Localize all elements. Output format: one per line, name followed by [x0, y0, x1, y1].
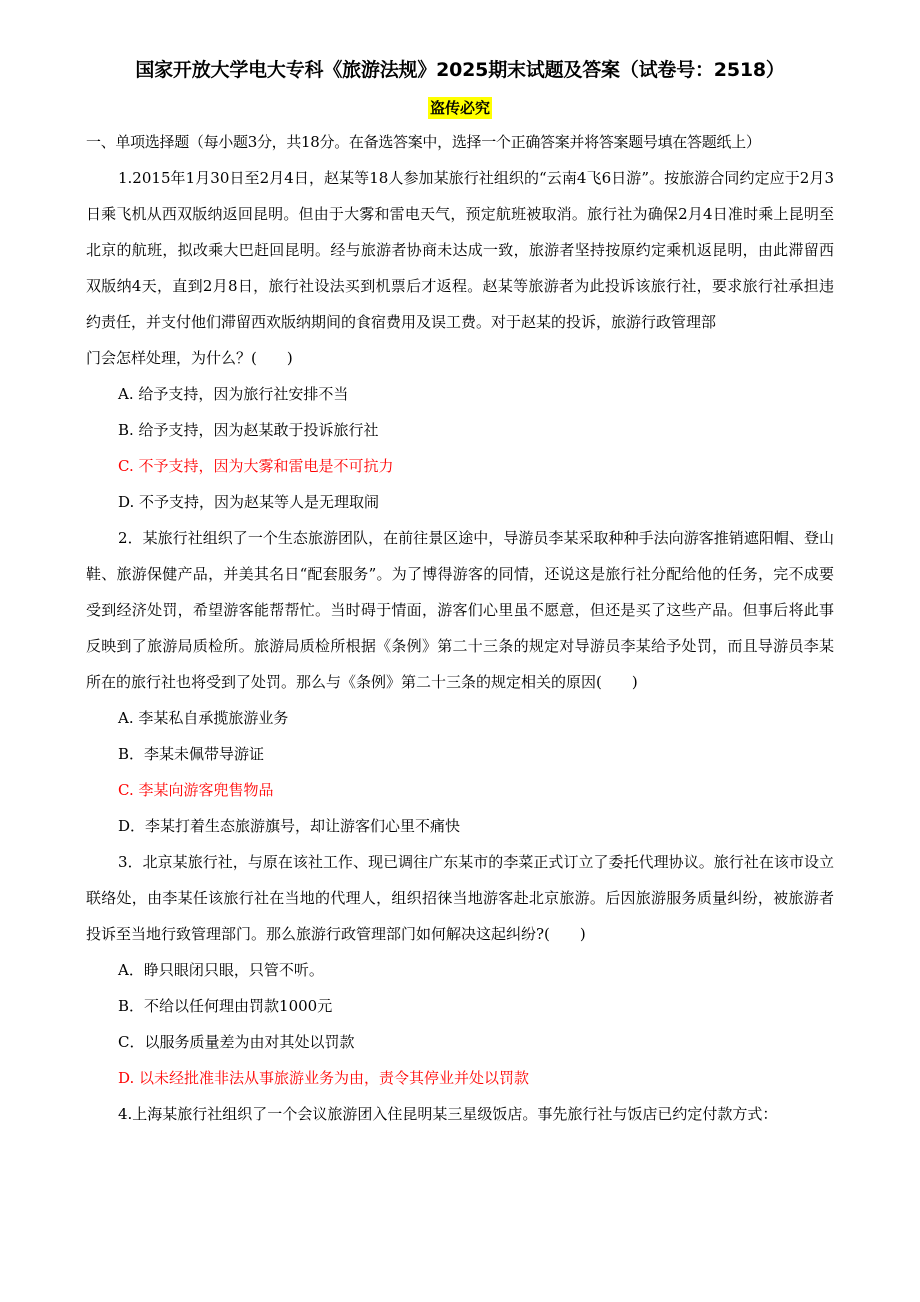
question-3 — [86, 844, 834, 1096]
question-stem: 4.上海某旅行社组织了一个会议旅游团入住昆明某三星级饭店。事先旅行社与饭店已约定付款方式： — [118, 1105, 778, 1123]
document-title: 国家开放大学电大专科《旅游法规》2025期末试题及答案（试卷号：2518） — [135, 59, 785, 81]
option-c-correct-answer: C. 不予支持，因为大雾和雷电是不可抗力 — [118, 457, 394, 475]
piracy-notice: 盗传必究 — [429, 99, 490, 117]
option-d: D．李某打着生态旅游旗号，却让游客们心里不痛快 — [118, 817, 461, 835]
option-a: A. 给予支持，因为旅行社安排不当 — [118, 385, 349, 403]
option-b: B．李某未佩带导游证 — [118, 745, 265, 763]
option-b: B．不给以任何理由罚款1000元 — [118, 997, 333, 1015]
option-a: A．睁只眼闭只眼，只管不听。 — [118, 961, 324, 979]
question-stem: 2．某旅行社组织了一个生态旅游团队，在前往景区途中，导游员李某采取种种手法向游客推销遮阳帽、登山鞋、旅游保健产品，并美其名日“配套服务”。为了博得游客的同情，还说这是旅行社分配给他的任务，完不成要受到经济处罚，希望游客能帮帮忙。当时碍于情面，游客们心里虽不愿意，但还是买了这些产品。但事后将此事反映到了旅游局质检所。旅游局质检所根据《条例》第二十三条的规定对导游员李某给予处罚，而且导游员李某所在的旅行社也将受到了处罚。那么与《条例》第二十三条的规定相关的原因( ) — [86, 529, 834, 691]
question-1 — [86, 160, 834, 520]
question-4 — [86, 1096, 834, 1132]
option-d-correct-answer: D. 以未经批准非法从事旅游业务为由，责令其停业并处以罚款 — [118, 1069, 530, 1087]
notice-row — [86, 92, 834, 124]
question-stem: 1.2015年1月30日至2月4日，赵某等18人参加某旅行社组织的“云南4飞6日游”。按旅游合同约定应于2月3日乘飞机从西双版纳返回昆明。但由于大雾和雷电天气，预定航班被取消。旅行社为确保2月4日准时乘上昆明至北京的航班，拟改乘大巴赶回昆明。经与旅游者协商未达成一致，旅游者坚持按原约定乘机返昆明，由此滞留西双版纳4天，直到2月8日，旅行社设法买到机票后才返程。赵某等旅游者为此投诉该旅行社，要求旅行社承担违约责任，并支付他们滞留西欢版纳期间的食宿费用及误工费。对于赵某的投诉，旅游行政管理部 — [86, 169, 834, 331]
option-a: A. 李某私自承揽旅游业务 — [118, 709, 289, 727]
option-b: B. 给予支持，因为赵某敢于投诉旅行社 — [118, 421, 379, 439]
question-2 — [86, 520, 834, 844]
section-heading-single-choice: 一、单项选择题（每小题3分，共18分。在备选答案中，选择一个正确答案并将答案题号填在答题纸上） — [86, 133, 761, 151]
question-stem: 3．北京某旅行社，与原在该社工作、现已调往广东某市的李菜正式订立了委托代理协议。旅行社在该市设立联络处，由李某任该旅行社在当地的代理人，组织招徕当地游客赴北京旅游。后因旅游服务质量纠纷，被旅游者投诉至当地行致管理部门。那么旅游行政管理部门如何解决这起纠纷?( ) — [86, 853, 834, 943]
question-stem-continuation: 门会怎样处理，为什么？( ) — [86, 349, 293, 367]
option-c-correct-answer: C. 李某向游客兜售物品 — [118, 781, 274, 799]
option-c: C．以服务质量差为由对其处以罚款 — [118, 1033, 355, 1051]
option-d: D. 不予支持，因为赵某等人是无理取闹 — [118, 493, 380, 511]
